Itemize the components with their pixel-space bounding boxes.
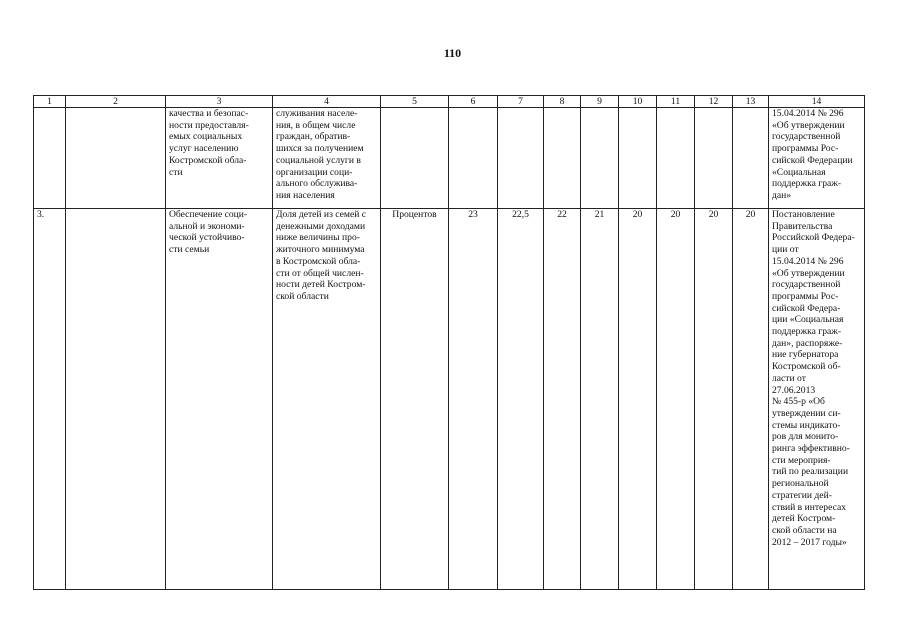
page-number: 110 (443, 46, 462, 60)
cell-value: 20 (657, 209, 695, 590)
cell-text-line: Правительства (772, 220, 833, 232)
cell-value: 23 (449, 209, 498, 590)
cell-text-line: ности предоставля- (169, 119, 249, 131)
cell-value (449, 108, 498, 209)
cell-text-line: ров для монито- (772, 431, 839, 443)
header-cell: 12 (695, 96, 733, 108)
table-row (34, 108, 865, 209)
cell-value: 22,5 (498, 209, 544, 590)
cell-text-line: сти мероприя- (772, 454, 831, 466)
cell-text-line: ния населения (276, 189, 335, 201)
cell-text-line: детей Костром- (772, 513, 836, 525)
cell-text-line: услуг населению (169, 143, 239, 155)
cell-text-line: 15.04.2014 № 296 (772, 255, 844, 267)
cell-value: 20 (619, 209, 657, 590)
cell-text-line: поддержка граж- (772, 326, 842, 338)
cell-text-line: программы Рос- (772, 143, 839, 155)
header-cell: 2 (66, 96, 166, 108)
cell-text-line: граждан, обратив- (276, 131, 351, 143)
cell-value (581, 108, 619, 209)
indicators-table (33, 95, 865, 590)
cell-text-line: качества и безопас- (169, 108, 249, 119)
cell-value (733, 108, 769, 209)
cell-text-line: ской области на (772, 524, 837, 536)
header-cell: 5 (381, 96, 449, 108)
cell-text-line: сийской Федерации (772, 154, 853, 166)
cell-source (769, 108, 865, 209)
cell-text-line: ности детей Костром- (276, 279, 366, 291)
cell-text-line: ции от (772, 244, 799, 256)
cell-text-line: государственной (772, 279, 841, 291)
header-cell: 13 (733, 96, 769, 108)
cell-text-line: емых социальных (169, 131, 243, 143)
cell-text-line: 27.06.2013 (772, 384, 816, 396)
cell-text-line: Российской Федера- (772, 232, 855, 244)
header-cell: 4 (273, 96, 381, 108)
cell-number (34, 108, 66, 209)
cell-col2 (66, 209, 166, 590)
cell-unit: Процентов (381, 209, 449, 590)
cell-text-line: сти семьи (169, 244, 210, 256)
cell-value (544, 108, 581, 209)
cell-value: 21 (581, 209, 619, 590)
cell-text-line: альной и экономи- (169, 220, 245, 232)
cell-text-line: № 455-р «Об (772, 396, 825, 408)
cell-text-line: ской области (276, 290, 329, 302)
cell-goal (166, 108, 273, 209)
cell-text-line: поддержка граж- (772, 178, 842, 190)
cell-text-line: житочного минимума (276, 244, 365, 256)
header-cell: 14 (769, 96, 865, 108)
cell-text-line: сийской Федера- (772, 302, 841, 314)
cell-text-line: Доля детей из семей с (276, 209, 367, 220)
cell-value (695, 108, 733, 209)
cell-text-line: ции «Социальная (772, 314, 844, 326)
cell-number: 3. (34, 209, 66, 590)
header-cell: 7 (498, 96, 544, 108)
cell-goal (166, 209, 273, 590)
cell-text-line: в Костромской обла- (276, 255, 361, 267)
cell-text-line: государственной (772, 131, 841, 143)
cell-text-line: Костромской об- (772, 361, 841, 373)
cell-text-line: дан», распоряже- (772, 337, 843, 349)
cell-text-line: сти (169, 166, 183, 178)
cell-text-line: организации соци- (276, 166, 353, 178)
cell-value (619, 108, 657, 209)
header-cell: 6 (449, 96, 498, 108)
cell-text-line: служивания населе- (276, 108, 358, 119)
cell-text-line: Обеспечение соци- (169, 209, 248, 220)
header-row (34, 96, 865, 108)
cell-text-line: стемы индикато- (772, 419, 841, 431)
cell-text-line: «Социальная (772, 166, 826, 178)
header-cell: 3 (166, 96, 273, 108)
cell-text-line: социальной услуги в (276, 154, 361, 166)
cell-text-line: ствий в интересах (772, 501, 847, 513)
cell-text-line: шихся за получением (276, 143, 364, 155)
cell-text-line: Постановление (772, 209, 835, 220)
header-cell: 11 (657, 96, 695, 108)
cell-text-line: ниже величины про- (276, 232, 360, 244)
cell-text-line: сти от общей числен- (276, 267, 364, 279)
cell-text-line: 2012 – 2017 годы» (772, 536, 847, 548)
header-cell: 8 (544, 96, 581, 108)
cell-text-line: ринга эффективно- (772, 443, 850, 455)
cell-value: 20 (733, 209, 769, 590)
cell-text-line: программы Рос- (772, 290, 839, 302)
header-cell: 10 (619, 96, 657, 108)
cell-text-line: региональной (772, 478, 829, 490)
cell-text-line: «Об утверждении (772, 267, 845, 279)
cell-text-line: ального обслужива- (276, 178, 358, 190)
cell-text-line: утверждении си- (772, 407, 841, 419)
cell-value (498, 108, 544, 209)
cell-text-line: 15.04.2014 № 296 (772, 108, 844, 119)
cell-text-line: дан» (772, 189, 792, 201)
cell-text-line: стратегии дей- (772, 489, 832, 501)
header-cell: 1 (34, 96, 66, 108)
cell-source (769, 209, 865, 590)
cell-unit (381, 108, 449, 209)
table-row (34, 209, 865, 590)
header-cell: 9 (581, 96, 619, 108)
cell-text-line: ния, в общем числе (276, 119, 356, 131)
cell-text-line: ческой устойчиво- (169, 232, 245, 244)
cell-indicator (273, 209, 381, 590)
cell-value (657, 108, 695, 209)
cell-text-line: тий по реализации (772, 466, 849, 478)
cell-text-line: денежными доходами (276, 220, 366, 232)
cell-col2 (66, 108, 166, 209)
cell-value: 22 (544, 209, 581, 590)
cell-text-line: ласти от (772, 372, 806, 384)
cell-text-line: «Об утверждении (772, 119, 845, 131)
cell-text-line: Костромской обла- (169, 154, 247, 166)
cell-indicator (273, 108, 381, 209)
cell-text-line: ние губернатора (772, 349, 839, 361)
cell-value: 20 (695, 209, 733, 590)
